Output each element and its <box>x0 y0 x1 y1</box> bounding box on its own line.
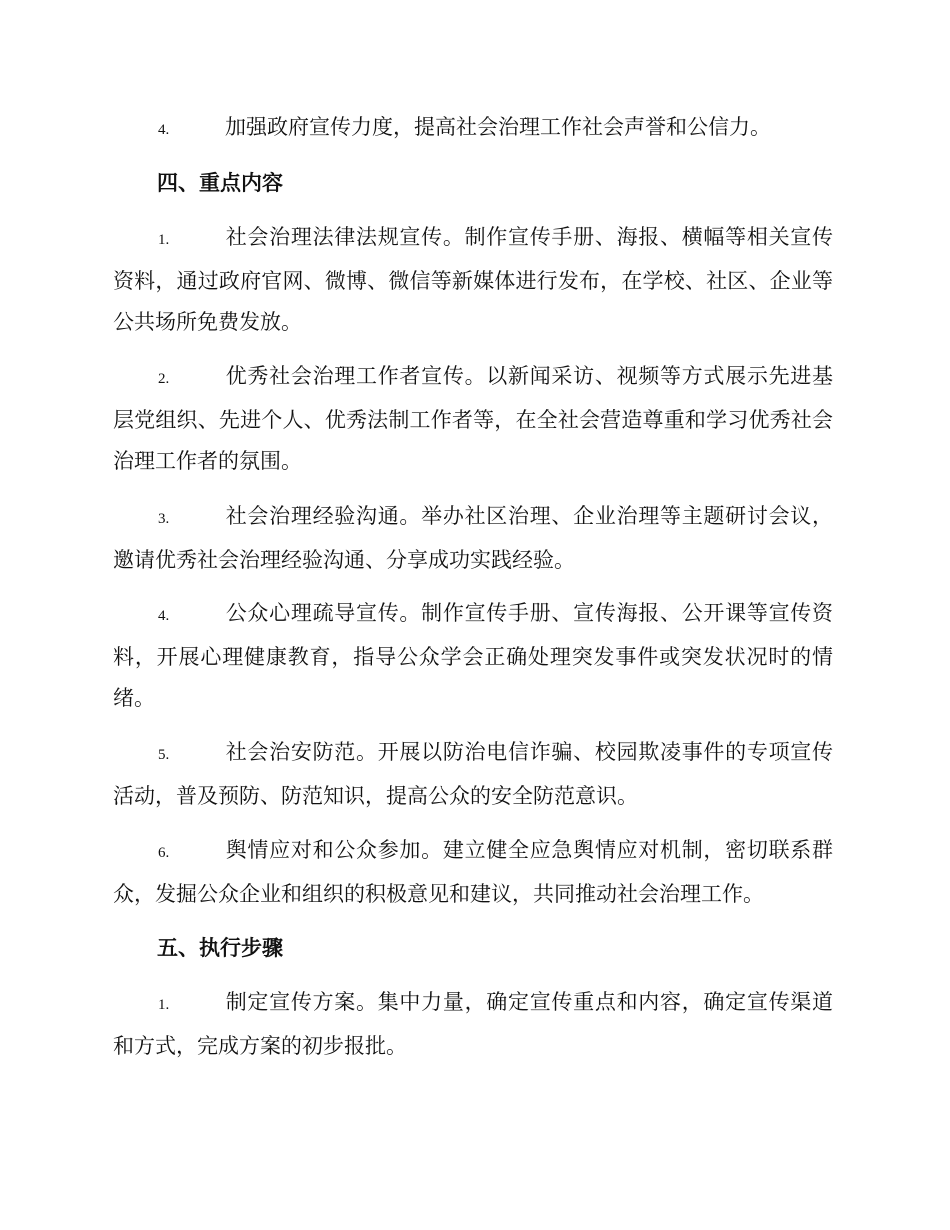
list-item <box>113 982 833 1067</box>
item-text: 优秀社会治理工作者宣传。以新闻采访、视频等方式展示先进基层党组织、先进个人、优秀法制工作者等，在全社会营造尊重和学习优秀社会治理工作者的氛围。 <box>113 364 833 473</box>
section-heading: 四、重点内容 <box>157 170 283 195</box>
item-number: 2. <box>158 371 170 387</box>
item-text: 制定宣传方案。集中力量，确定宣传重点和内容，确定宣传渠道和方式，完成方案的初步报批。 <box>113 990 833 1058</box>
item-number: 4. <box>158 608 170 624</box>
list-item <box>113 830 833 915</box>
section-heading: 五、执行步骤 <box>157 935 283 960</box>
item-number: 3. <box>158 511 170 527</box>
list-item <box>113 593 833 719</box>
item-number: 6. <box>158 845 170 861</box>
item-number: 4. <box>158 122 170 138</box>
paragraph <box>113 217 833 343</box>
list-item <box>113 217 833 343</box>
item-text: 社会治安防范。开展以防治电信诈骗、校园欺凌事件的专项宣传活动，普及预防、防范知识，提高公众的安全防范意识。 <box>113 740 833 808</box>
item-number: 1. <box>158 997 170 1013</box>
paragraph <box>113 356 833 482</box>
item-text: 社会治理经验沟通。举办社区治理、企业治理等主题研讨会议，邀请优秀社会治理经验沟通、分享成功实践经验。 <box>113 504 833 572</box>
paragraph <box>113 107 833 151</box>
item-text: 公众心理疏导宣传。制作宣传手册、宣传海报、公开课等宣传资料，开展心理健康教育，指导公众学会正确处理突发事件或突发状况时的情绪。 <box>113 601 833 710</box>
paragraph <box>113 593 833 719</box>
item-text: 加强政府宣传力度，提高社会治理工作社会声誉和公信力。 <box>225 115 771 139</box>
list-item <box>113 732 833 817</box>
paragraph <box>113 496 833 581</box>
paragraph <box>113 982 833 1067</box>
item-number: 1. <box>158 232 170 248</box>
list-item <box>113 496 833 581</box>
paragraph <box>113 830 833 915</box>
item-text: 舆情应对和公众参加。建立健全应急舆情应对机制，密切联系群众，发掘公众企业和组织的积极意见和建议，共同推动社会治理工作。 <box>113 838 833 906</box>
list-item <box>113 356 833 482</box>
item-text: 社会治理法律法规宣传。制作宣传手册、海报、横幅等相关宣传资料，通过政府官网、微博、微信等新媒体进行发布，在学校、社区、企业等公共场所免费发放。 <box>113 225 833 334</box>
item-number: 5. <box>158 747 170 763</box>
paragraph <box>113 732 833 817</box>
list-item <box>113 107 833 151</box>
